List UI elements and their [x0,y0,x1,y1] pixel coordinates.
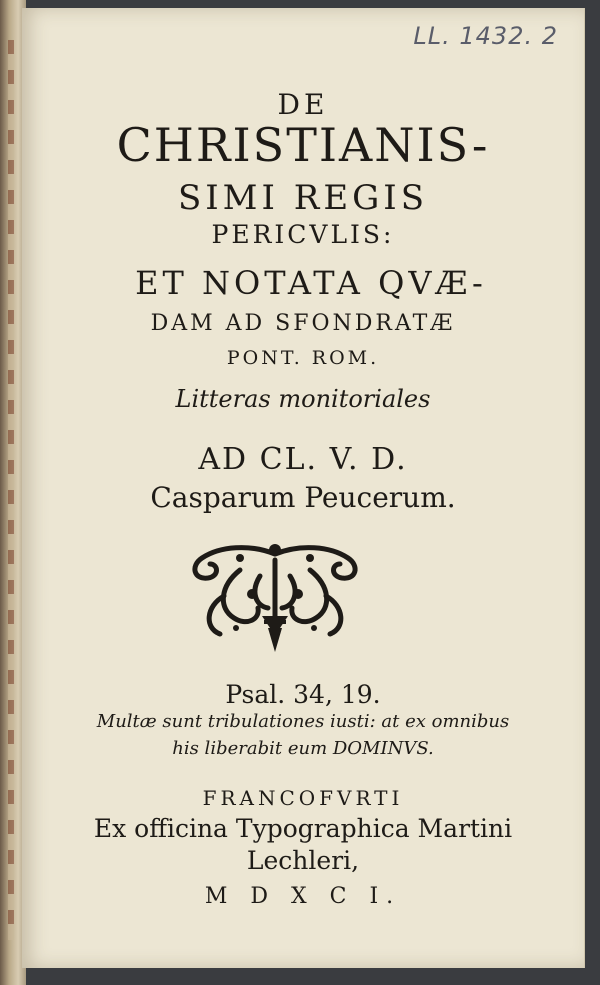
title-line-8: Litteras monitoriales [175,385,431,413]
epigraph-line-2: his liberabit eum DOMINVS. [172,738,434,759]
dedication-line-2: Casparum Peucerum. [150,481,456,514]
epigraph-reference: Psal. 34, 19. [225,680,381,709]
title-line-5: ET NOTATA QVÆ- [135,264,487,302]
imprint-printer-line-1: Ex officina Typographica Martini [93,814,513,843]
title-page [22,8,585,968]
fleuron-ornament-icon [180,536,370,656]
title-line-3: SIMI REGIS [177,178,429,218]
title-line-1: DE [277,88,329,121]
title-line-4: PERICVLIS: [211,220,395,249]
shelfmark-annotation: LL. 1432. 2 [413,22,558,50]
epigraph-line-1: Multæ sunt tribulationes iusti: at ex omnibus [96,711,510,732]
title-line-7: PONT. ROM. [226,347,380,369]
imprint-year: M D X C I. [204,884,402,909]
dedication-line-1: AD CL. V. D. [198,442,408,477]
imprint-printer-line-2: Lechleri, [246,846,360,875]
title-line-2: CHRISTIANIS- [116,118,490,172]
title-line-6: DAM AD SFONDRATÆ [150,311,456,336]
imprint-place: FRANCOFVRTI [202,786,404,810]
